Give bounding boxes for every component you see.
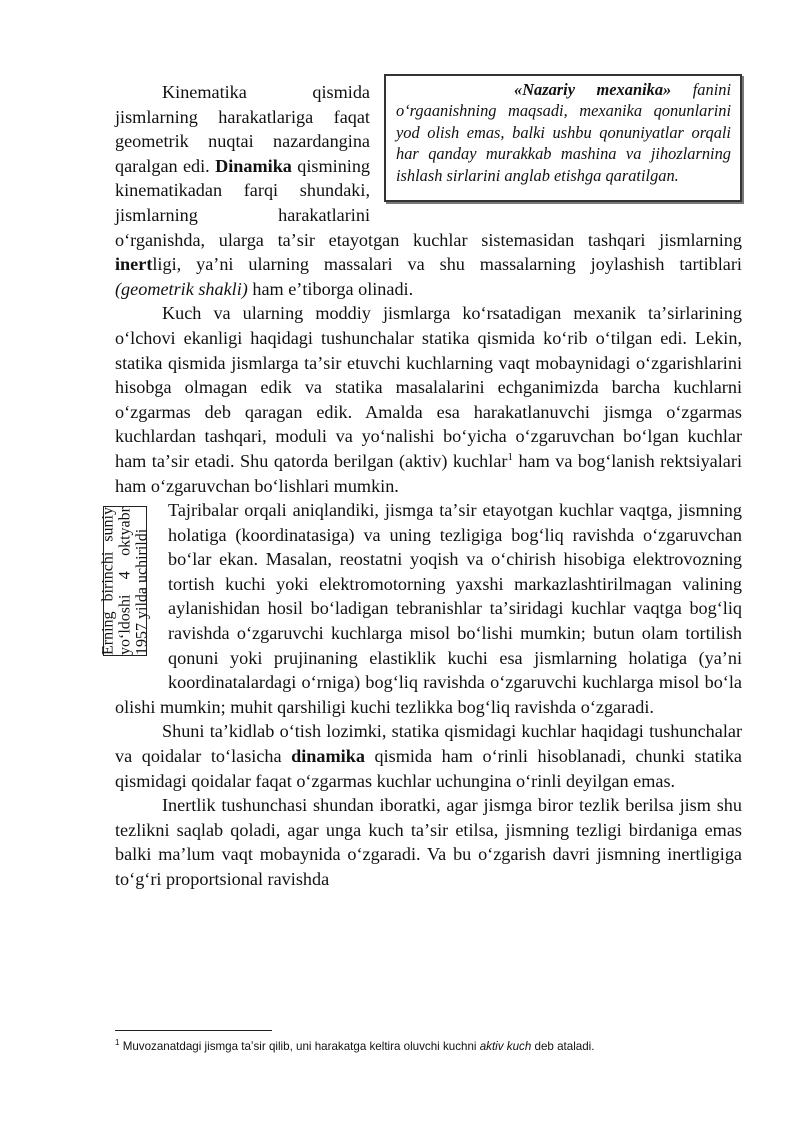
p1-text-e: ligi, yaʼni ularning massalari va shu massalarning joylashish tartiblari: [152, 254, 742, 275]
p1-text-g: ham eʼtiborga olinadi.: [252, 278, 414, 299]
p2-text-b: ham va bogʻlanish rektsiyalari ham oʻzgaruvchan boʻlishlari mumkin.: [115, 450, 742, 496]
p4-text-c: qismida ham oʻrinli hisoblanadi, chunki statika qismidagi qoidalar faqat oʻzgarmas kuchlar uchungina oʻrinli deyilgan emas.: [115, 746, 742, 791]
p2-text-a: Kuch va ularning moddiy jismlarga koʻrsatadigan mexanik taʼsirlarining oʻlchovi ekanligi haqidagi tushunchalar statika qismida koʻrib oʻtilgan edi. Lekin, statika qismida jismlarga taʼsir etuvchi kuchlarning vaqt mobaynidagi oʻzgarishlarini hisobga olmagan edik va statika masalalarini echganimizda barcha kuchlarni oʻzgarmas deb qaragan edik. Amalda esa harakatlanuvchi jismga oʻzgarmas kuchlardan tashqari, moduli va yoʻnalishi boʻyicha oʻzgaruvchan boʻlgan kuchlar ham taʼsir etadi. Shu qatorda berilgan (aktiv) kuchlar: [115, 303, 742, 471]
p1-text-a: Kinematika qismida jismlarning harakatlariga faqat geometrik nuqtai nazardangina qaralgan edi.: [115, 82, 370, 176]
footnote-number: 1: [115, 1038, 120, 1048]
paragraph-2: [115, 301, 742, 498]
paragraph-3: Tajribalar orqali aniqlandiki, jismga taʼsir etayotgan kuchlar vaqtga, jismning holatiga (koordinatasiga) va uning tezligiga bogʻliq ravishda oʻzgaruvchan boʻlar ekan. Masalan, reostatni yoqish va oʻchirish hisobiga elektrovozning tortish kuchi yoki elektromotorning yaxshi markazlashtirilmagan valining aylanishidan hosil boʻladigan tebranishlar taʼsiridagi kuchlar vaqtga bogʻliq ravishda oʻzgaruvchi kuchlarga misol boʻlishi mumkin; butun olam tortilish qonuni yoki prujinaning elastiklik kuchi esa jismlarning holatiga (yaʼni koordinatalardagi oʻrniga) bogʻliq ravishda oʻzgaruvchi kuchlarga misol boʻla olishi mumkin; muhit qarshiligi kuchi tezlikka bogʻliq ravishda oʻzgaradi.: [115, 500, 742, 717]
side-note-text: Erning birinchi suniy yoʻldoshi 4 oktyabr 1957 yilda uchirildi: [99, 507, 151, 656]
p1-italic: (geometrik shakli): [115, 278, 248, 299]
term-inert: inert: [115, 254, 153, 275]
quote-box-body: fanini oʻrgaanishning maqsadi, mexanika qonunlarini yod olish emas, balki ushbu qonuniyatlar orqali har qanday murakkab mashina va jihozlarning ishlash sirlarini anglab etishga qaratilgan.: [396, 80, 731, 185]
footnote: [115, 1040, 755, 1054]
term-dinamika-2: dinamika: [291, 746, 365, 767]
footnote-text-a: Muvozanatdagi jismga taʼsir qilib, uni harakatga keltira oluvchi kuchni: [122, 1040, 477, 1053]
footnote-text-c: deb ataladi.: [534, 1040, 595, 1053]
p4-text-a: Shuni taʼkidlab oʻtish lozimki, statika qismidagi kuchlar haqidagi tushunchalar va qoidalar toʻlasicha: [115, 721, 742, 767]
quote-box-text: [396, 79, 731, 186]
paragraph-4: [115, 719, 742, 793]
term-dinamika: Dinamika: [215, 155, 292, 176]
footnote-ref[interactable]: 1: [507, 450, 513, 463]
paragraph-5: Inertlik tushunchasi shundan iboratki, agar jismga biror tezlik berilsa jism shu tezlikni saqlab qoladi, agar unga kuch taʼsir etilsa, jismning tezligi birdaniga emas balki maʼlum vaqt mobaynida oʻzgaradi. Va bu oʻzgarish davri jismning inertligiga toʻgʻri proportsional ravishda: [115, 795, 742, 889]
footnote-divider: [115, 1030, 272, 1031]
body-text: [99, 80, 742, 892]
p1-text-c: qismining kinematikadan farqi shundaki, jismlarning harakatlarini oʻrganishda, ularga taʼsir etayotgan kuchlar sistemasidan tashqari jismlarning: [115, 155, 742, 250]
footnote-italic: aktiv kuch: [479, 1040, 532, 1053]
side-note-box: [99, 506, 151, 656]
quote-box: [384, 74, 742, 202]
side-note-wrapper: [99, 498, 163, 675]
quote-box-title: «Nazariy mexanika»: [514, 80, 672, 99]
